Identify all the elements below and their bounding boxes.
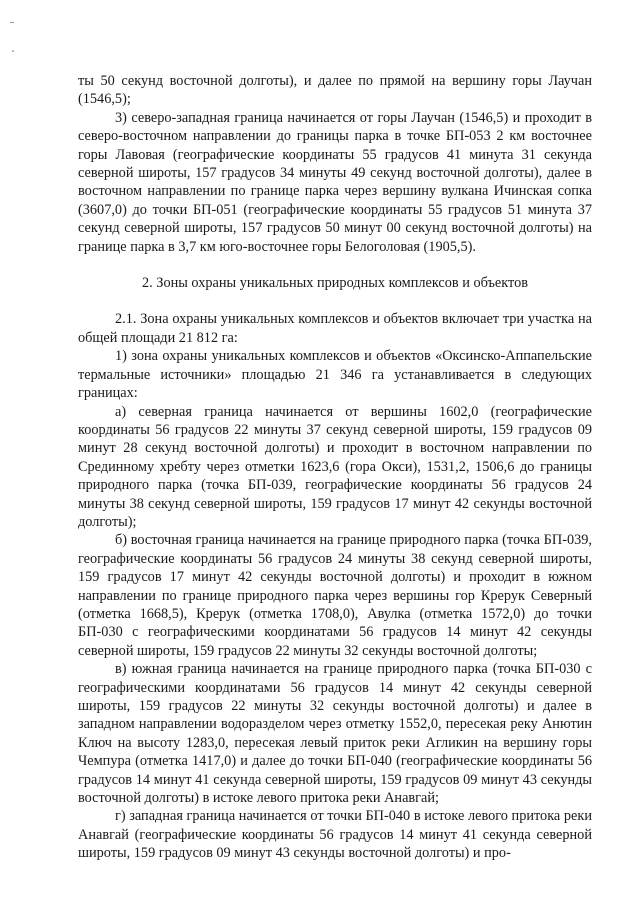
paragraph-west-boundary: г) западная граница начинается от точки БП-040 в истоке левого притока реки Анавгай (географические координаты 56 градусов 14 минут 41 секунда северной широты, 159 градусов 09 минут 43 секунды восточной долготы) и про- xyxy=(78,808,592,862)
paragraph-north-boundary: а) северная граница начинается от вершины 1602,0 (географические координаты 56 градусов 22 минуты 37 секунд северной широты, 159 градусов 09 минут 28 секунд восточной долготы) и проходит в восточном направлении по Срединному хребту через отметки 1623,6 (гора Окси), 1531,2, 1506,6 до границы природного парка (точка БП-039, географические координаты 56 градусов 24 минуты 38 секунд северной широты, 159 градусов 17 минут 42 секунды восточной долготы); xyxy=(78,403,592,530)
paragraph-continuation: ты 50 секунд восточной долготы), и далее по прямой на вершину горы Лаучан (1546,5); xyxy=(78,73,592,108)
paragraph-south-boundary: в) южная граница начинается на границе природного парка (точка БП-030 с географическими координатами 56 градусов 14 минут 42 секунды северной широты, 159 градусов 22 минуты 32 секунды восточной долготы) и далее в западном направлении водоразделом через отметку 1552,0, пересекая реку Анютин Ключ на высоту 1283,0, пересекая левый приток реки Агликин на вершину горы Чемпура (отметка 1417,0) и далее до точки БП-040 (географические координаты 56 градусов 14 минут 41 секунда северной широты, 159 градусов 09 минут 43 секунды восточной долготы) в истоке левого притока реки Анавгай; xyxy=(78,661,592,807)
scan-mark xyxy=(10,22,14,23)
scan-mark xyxy=(12,50,14,52)
paragraph-northwest-boundary: 3) северо-западная граница начинается от горы Лаучан (1546,5) и проходит в северо-восточном направлении до границы парка в точке БП-053 2 км восточнее горы Лавовая (географические координаты 55 градусов 41 минута 31 секунда северной широты, 157 градусов 34 минуты 49 секунд восточной долготы), далее в восточном направлении по границе парка через вершину вулкана Ичинская сопка (3607,0) до точки БП-051 (географические координаты 55 градусов 51 минута 37 секунд северной широты, 157 градусов 50 минут 00 секунд восточной долготы) на границе парка в 3,7 км юго-восточнее горы Белоголовая (1905,5). xyxy=(78,109,592,255)
paragraph-east-boundary: б) восточная граница начинается на границе природного парка (точка БП-039, географические координаты 56 градусов 24 минуты 38 секунд северной широты, 159 градусов 17 минут 42 секунды восточной долготы) и проходит в южном направлении по границе природного парка через вершины гор Крерук Северный (отметка 1668,5), Крерук (отметка 1708,0), Авулка (отметка 1572,0) до точки БП-030 с географическими координатами 56 градусов 14 минут 42 секунды северной широты, 159 градусов 22 минуты 32 секунды восточной долготы; xyxy=(78,532,592,659)
document-page xyxy=(78,72,592,863)
paragraph-zone-intro: 2.1. Зона охраны уникальных комплексов и объектов включает три участка на общей площади 21 812 га: xyxy=(78,311,592,346)
paragraph-zone-1: 1) зона охраны уникальных комплексов и объектов «Оксинско-Аппапельские термальные источники» площадью 21 346 га устанавливается в следующих границах: xyxy=(78,348,592,402)
section-heading: 2. Зоны охраны уникальных природных комплексов и объектов xyxy=(141,275,528,292)
